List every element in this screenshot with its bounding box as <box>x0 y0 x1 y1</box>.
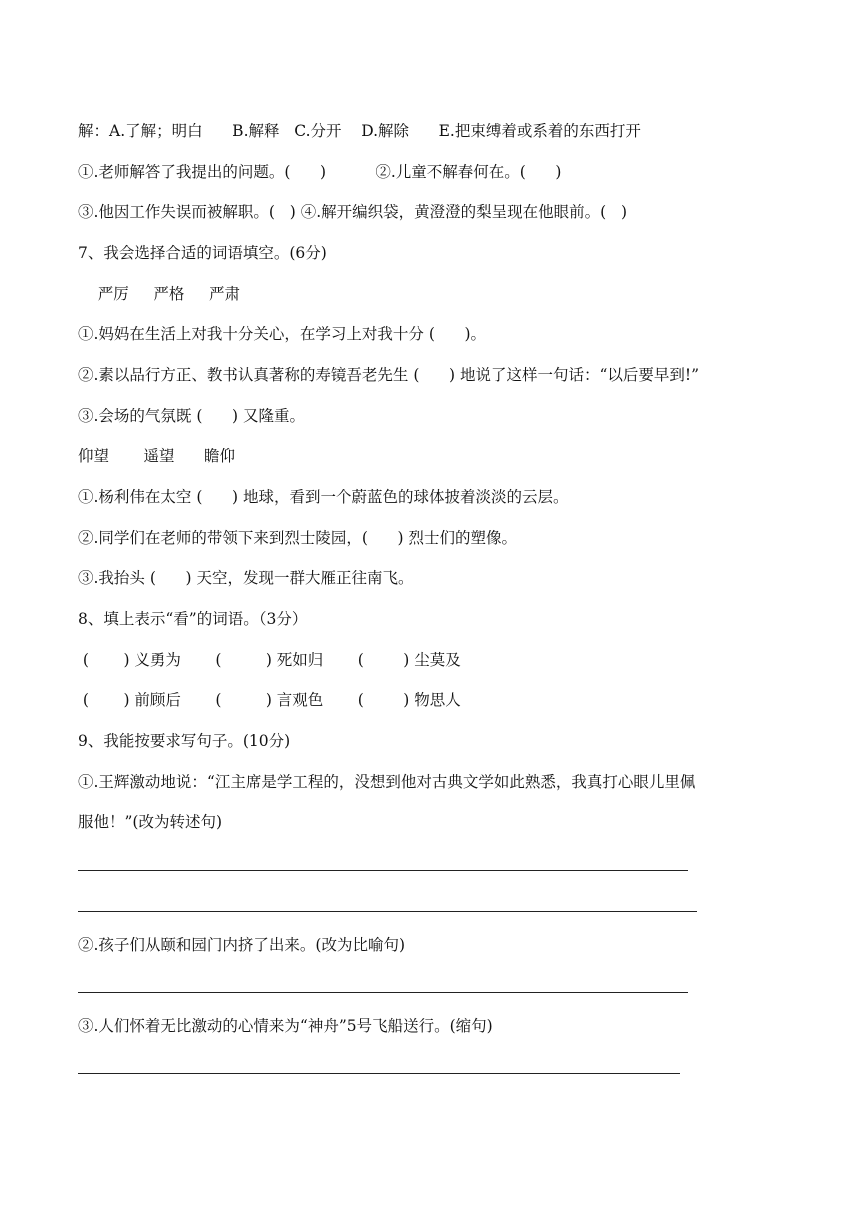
answer-line[interactable] <box>78 992 688 993</box>
question-line: ③.他因工作失误而被解职。( ) ④.解开编织袋，黄澄澄的梨呈现在他眼前。( ) <box>78 203 628 221</box>
idiom-fill-row: ( ) 前顾后 ( ) 言观色 ( ) 物思人 <box>78 691 461 709</box>
question-line: ③.我抬头 ( ) 天空，发现一群大雁正往南飞。 <box>78 569 414 587</box>
answer-line[interactable] <box>78 870 688 871</box>
section-7-heading: 7、我会选择合适的词语填空。(6分) <box>78 244 327 262</box>
idiom-fill-row: ( ) 义勇为 ( ) 死如归 ( ) 尘莫及 <box>78 651 461 669</box>
question-line: ①.妈妈在生活上对我十分关心，在学习上对我十分 ( )。 <box>78 325 487 343</box>
question-line: ③.人们怀着无比激动的心情来为“神舟”5号飞船送行。(缩句) <box>78 1017 493 1035</box>
question-line: ①.老师解答了我提出的问题。( ) ②.儿童不解春何在。( ) <box>78 163 562 181</box>
answer-line[interactable] <box>78 1073 680 1074</box>
answer-line[interactable] <box>78 911 697 912</box>
section-8-heading: 8、填上表示“看”的词语。（3分） <box>78 610 308 628</box>
word-meanings-options: 解：A.了解；明白 B.解释 C.分开 D.解除 E.把束缚着或系着的东西打开 <box>78 122 641 140</box>
word-choices: 仰望 遥望 瞻仰 <box>78 447 236 465</box>
question-line: 服他！”(改为转述句) <box>78 813 223 831</box>
question-line: ②.素以品行方正、教书认真著称的寿镜吾老先生 ( ) 地说了这样一句话：“以后要早到!” <box>78 366 700 384</box>
question-line: ②.同学们在老师的带领下来到烈士陵园，( ) 烈士们的塑像。 <box>78 529 518 547</box>
section-9-heading: 9、我能按要求写句子。(10分) <box>78 732 291 750</box>
word-choices: 严厉 严格 严肃 <box>78 285 240 303</box>
question-line: ③.会场的气氛既 ( ) 又隆重。 <box>78 407 305 425</box>
question-line: ①.杨利伟在太空 ( ) 地球，看到一个蔚蓝色的球体披着淡淡的云层。 <box>78 488 569 506</box>
question-line: ①.王辉激动地说：“江主席是学工程的，没想到他对古典文学如此熟悉，我真打心眼儿里佩 <box>78 773 696 791</box>
question-line: ②.孩子们从颐和园门内挤了出来。(改为比喻句) <box>78 936 406 954</box>
